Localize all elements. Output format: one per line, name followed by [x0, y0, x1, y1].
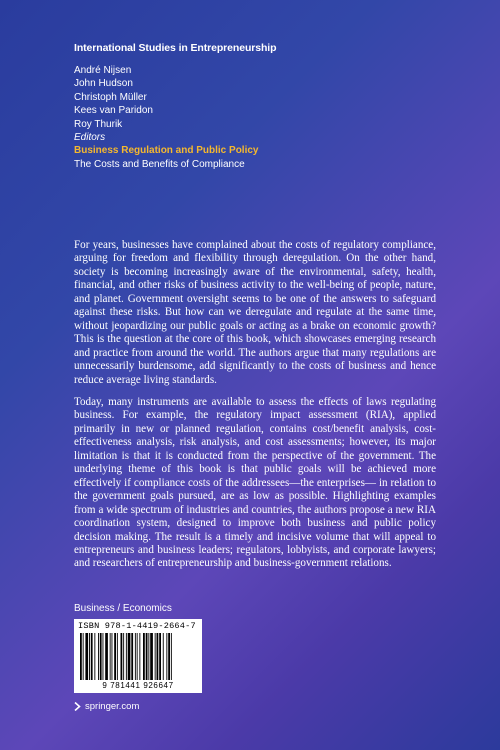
- editor-name: André Nijsen: [74, 65, 132, 76]
- editor-list: [74, 64, 454, 131]
- book-title: Business Regulation and Public Policy: [74, 145, 259, 157]
- chevron-right-icon: [74, 702, 81, 711]
- blurb-paragraph: Today, many instruments are available to assess the effects of laws regulating business. For example, the regulatory impact assessment (RIA), applied primarily in new or planned regulation, contains cost/benefit analysis, cost-effectiveness analysis, risk analysis, and cost assessments; however, its major limitation is that it is conducted from the perspective of the government. The underlying theme of this book is that public goals will be achieved more effectively if compliance costs of the addressees—the enterprises— in relation to the government goals pursued, are as low as possible. Highlighting examples from a wide spectrum of industries and countries, the authors propose a new RIA coordination system, designed to improve both business and public policy decision making. The result is a timely and incisive volume that will appeal to entrepreneurs and business leaders; regulators, lobbyists, and corporate lawyers; and researchers of entrepreneurship and business-government relations.: [74, 395, 436, 570]
- barcode-number: 9 781441 926647: [102, 681, 174, 690]
- back-cover-blurb: [74, 239, 436, 580]
- series-title: International Studies in Entrepreneurship: [74, 42, 277, 54]
- subject-category: Business / Economics: [74, 603, 172, 614]
- publisher-url: springer.com: [85, 701, 140, 712]
- editors-label: Editors: [74, 132, 106, 144]
- book-subtitle: The Costs and Benefits of Compliance: [74, 158, 245, 170]
- publisher-link[interactable]: [74, 701, 139, 712]
- series-block: [74, 42, 454, 171]
- isbn-text: ISBN 978-1-4419-2664-7: [78, 621, 196, 631]
- editor-name: Kees van Paridon: [74, 105, 153, 117]
- editor-name: John Hudson: [74, 78, 133, 90]
- editor-name: Christoph Müller: [74, 91, 147, 103]
- editor-name: Roy Thurik: [74, 118, 123, 130]
- barcode-box: [74, 619, 202, 693]
- barcode-image: [80, 633, 196, 680]
- blurb-paragraph: For years, businesses have complained about the costs of regulatory compliance, arguing for freedom and flexibility through deregulation. On the other hand, society is becoming increasingly aware of the environmental, safety, health, financial, and other risks of business activity to the well-being of people, nature, and planet. Government oversight seems to be one of the answers to safeguard against these risks. But how can we deregulate and regulate at the same time, without jeopardizing our public goals or acting as a brake on economic growth? This is the question at the core of this book, which showcases emerging research and practice from around the world. The authors argue that many regulations are unnecessarily burdensome, add significantly to the costs of business and hence reduce average living standards.: [74, 239, 436, 386]
